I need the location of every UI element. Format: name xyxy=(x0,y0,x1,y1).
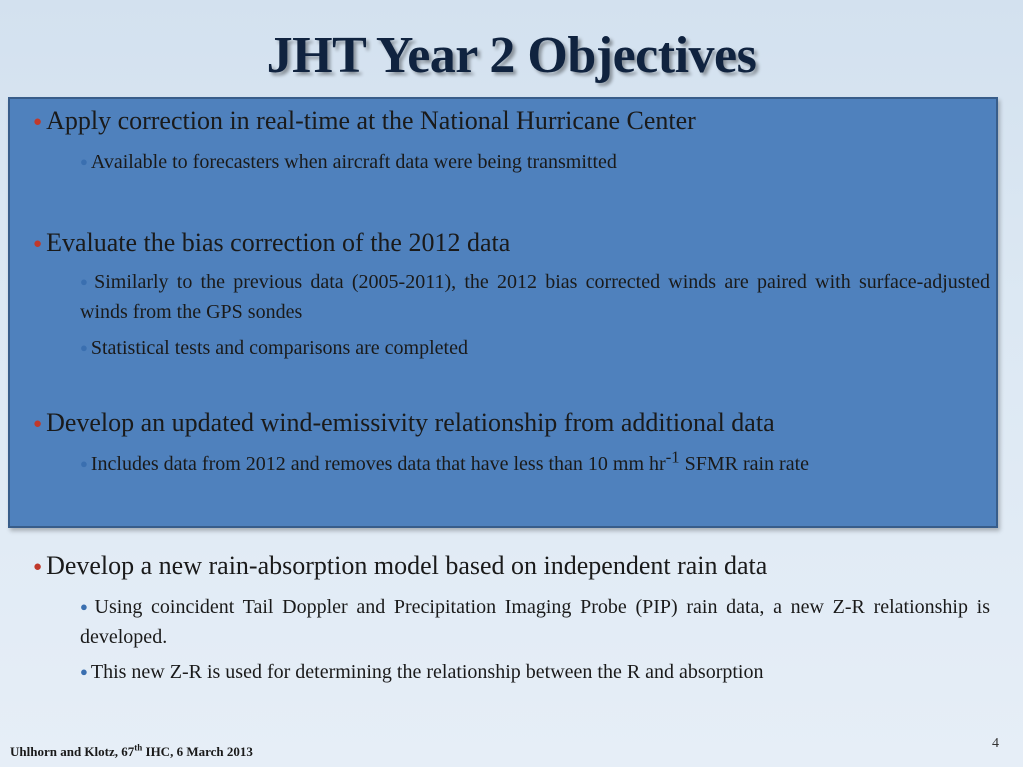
footer-text: IHC, 6 March 2013 xyxy=(142,744,253,759)
footer-citation xyxy=(10,744,253,760)
bullet-text: Develop an updated wind-emissivity relationship from additional data xyxy=(46,408,775,437)
bullet-text: Statistical tests and comparisons are completed xyxy=(90,337,468,359)
superscript: -1 xyxy=(665,447,680,467)
footer-superscript: th xyxy=(134,742,143,753)
bullet-text: This new Z-R is used for determining the relationship between the R and absorption xyxy=(90,661,764,683)
bullet-dot-icon: ● xyxy=(80,154,88,169)
bullet-text: Evaluate the bias correction of the 2012 data xyxy=(46,228,511,257)
page-number: 4 xyxy=(992,736,999,751)
footer-text: Uhlhorn and Klotz, 67 xyxy=(10,744,135,759)
bullet-text: SFMR rain rate xyxy=(679,453,810,475)
bullet-text: Develop a new rain-absorption model based on independent rain data xyxy=(46,551,768,580)
bullet-text: Using coincident Tail Doppler and Precipitation Imaging Probe (PIP) rain data, a new Z-R relationship is developed. xyxy=(80,596,991,648)
bullet-dot-icon: ● xyxy=(80,599,92,614)
bullet-dot-icon: ● xyxy=(80,456,88,471)
bullet-dot-icon: ● xyxy=(33,559,43,575)
bullet-level2 xyxy=(80,658,990,688)
slide-title: JHT Year 2 Objectives xyxy=(266,27,757,84)
bullet-level1 xyxy=(33,551,767,581)
bullet-dot-icon: ● xyxy=(33,416,43,432)
bullet-level1 xyxy=(33,228,510,258)
bullet-level2 xyxy=(80,268,990,326)
bullet-dot-icon: ● xyxy=(33,114,43,130)
bullet-level2 xyxy=(80,593,990,651)
bullet-dot-icon: ● xyxy=(80,664,88,679)
bullet-text: Apply correction in real-time at the National Hurricane Center xyxy=(46,106,696,135)
bullet-text: Includes data from 2012 and removes data that have less than 10 mm hr xyxy=(90,453,666,475)
bullet-dot-icon: ● xyxy=(33,236,43,252)
bullet-text: Similarly to the previous data (2005-2011), the 2012 bias corrected winds are paired with surface-adjusted winds from the GPS sondes xyxy=(80,271,990,323)
bullet-text: Available to forecasters when aircraft data were being transmitted xyxy=(90,151,617,173)
bullet-level2 xyxy=(80,447,990,480)
bullet-dot-icon: ● xyxy=(80,274,92,289)
bullet-level1 xyxy=(33,408,775,438)
bullet-level2 xyxy=(80,334,990,364)
bullet-level2 xyxy=(80,148,990,178)
bullet-level1 xyxy=(33,106,696,136)
bullet-dot-icon: ● xyxy=(80,340,88,355)
